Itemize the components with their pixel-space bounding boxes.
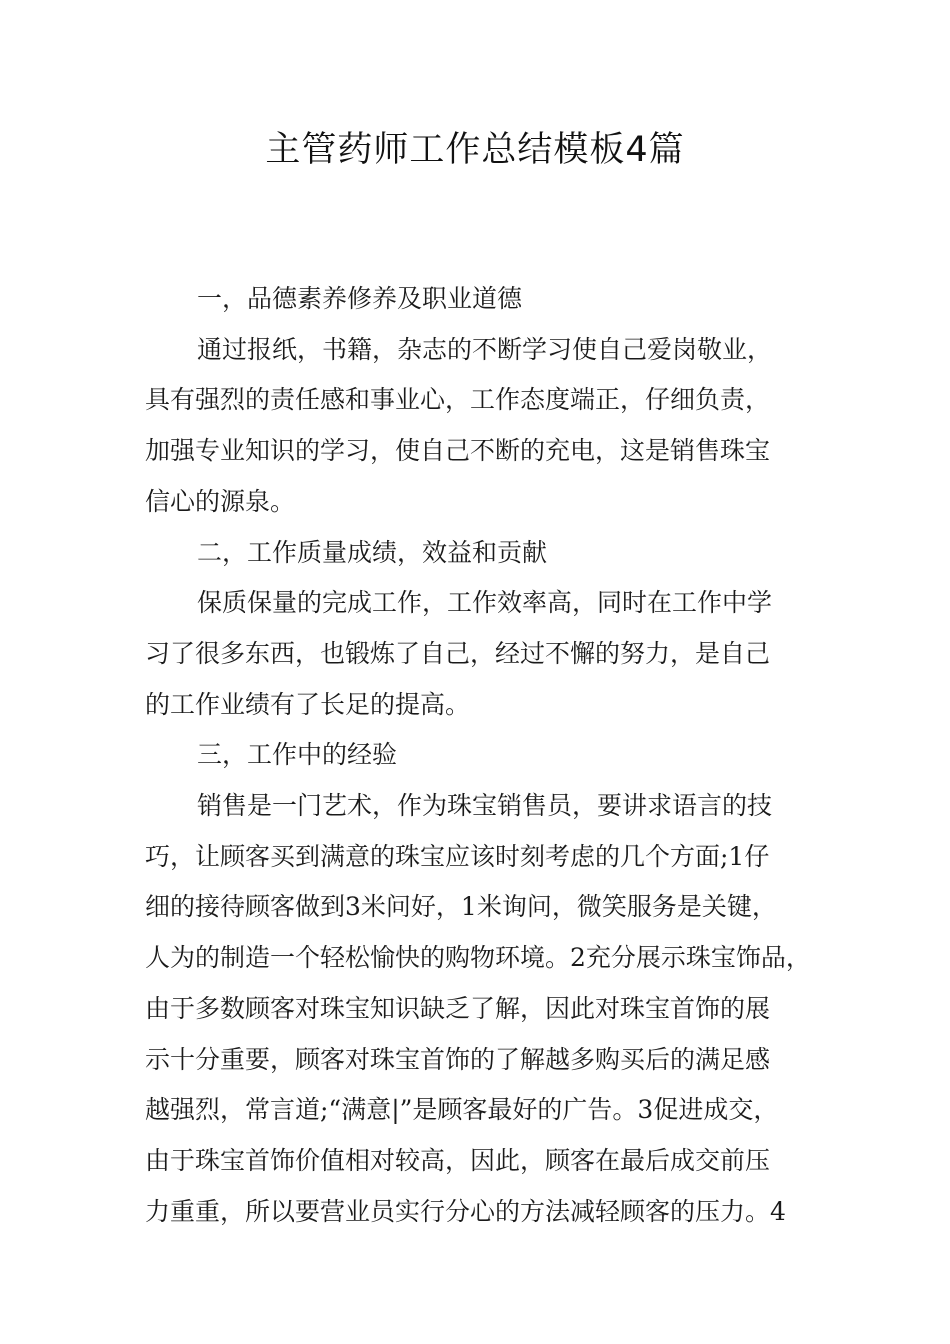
paragraph-line: 信心的源泉。: [145, 486, 296, 516]
paragraph-line: 示十分重要，顾客对珠宝首饰的了解越多购买后的满足感: [145, 1044, 771, 1074]
section-paragraph-3: [145, 781, 815, 1237]
paragraph-line: 人为的制造一个轻松愉快的购物环境。2充分展示珠宝饰品，: [145, 943, 811, 973]
paragraph-line: 越强烈，常言道;“满意|”是顾客最好的广告。3促进成交，: [145, 1095, 779, 1125]
section-heading-2: 二，工作质量成绩，效益和贡献: [197, 537, 548, 567]
paragraph-line: 细的接待顾客做到3米问好，1米询问，微笑服务是关键，: [145, 892, 777, 922]
section-paragraph-1: [145, 325, 815, 528]
paragraph-line: 加强专业知识的学习，使自己不断的充电，这是销售珠宝: [145, 436, 771, 466]
paragraph-line: 的工作业绩有了长足的提高。: [145, 689, 471, 719]
paragraph-line: 巧，让顾客买到满意的珠宝应该时刻考虑的几个方面;1仔: [145, 841, 770, 871]
section-heading-3: 三，工作中的经验: [197, 740, 398, 770]
section-heading-1: 一，品德素养修养及职业道德: [197, 284, 523, 313]
paragraph-line: 保质保量的完成工作，工作效率高，同时在工作中学: [197, 588, 773, 618]
paragraph-line: 具有强烈的责任感和事业心，工作态度端正，仔细负责，: [145, 385, 771, 415]
paragraph-line: 力重重，所以要营业员实行分心的方法减轻顾客的压力。4: [145, 1196, 786, 1226]
section-paragraph-2: [145, 578, 815, 730]
paragraph-line: 通过报纸，书籍，杂志的不断学习使自己爱岗敬业，: [197, 334, 773, 364]
paragraph-line: 由于珠宝首饰价值相对较高，因此，顾客在最后成交前压: [145, 1145, 771, 1175]
paragraph-line: 销售是一门艺术，作为珠宝销售员，要讲求语言的技: [197, 791, 773, 821]
paragraph-line: 由于多数顾客对珠宝知识缺乏了解，因此对珠宝首饰的展: [145, 993, 771, 1023]
paragraph-line: 习了很多东西，也锻炼了自己，经过不懈的努力，是自己: [145, 638, 771, 668]
document-title: 主管药师工作总结模板4篇: [265, 130, 685, 170]
document-body: [145, 274, 815, 1237]
